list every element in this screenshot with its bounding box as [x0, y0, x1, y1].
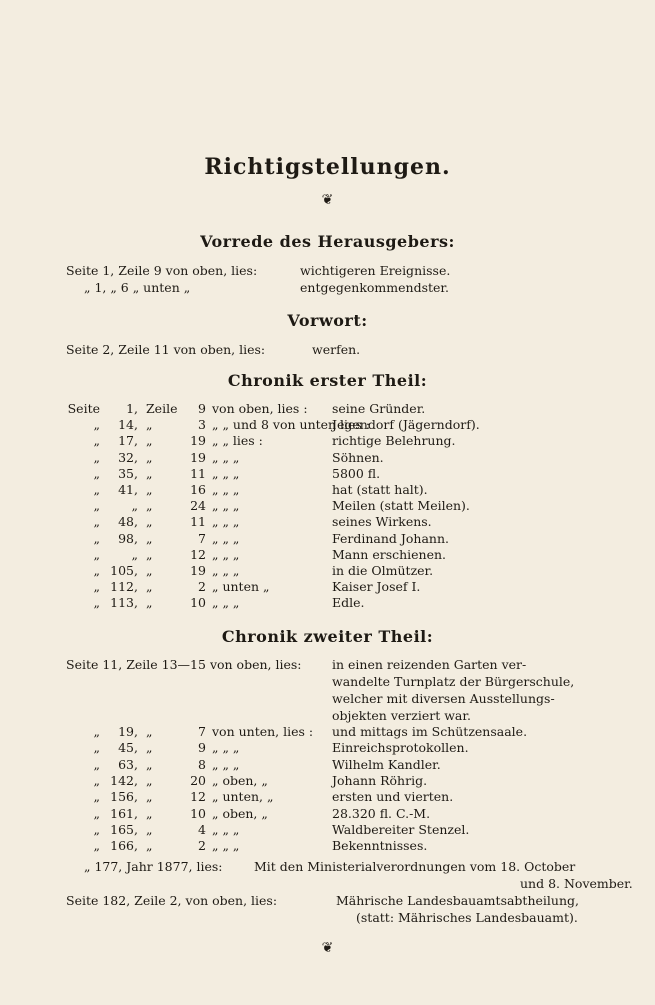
row-d: „ oben, „: [212, 772, 268, 788]
row-z: „: [146, 530, 153, 546]
heading-chronik-1: Chronik erster Theil:: [227, 371, 428, 390]
row-d: „ unten „: [212, 579, 270, 595]
row-t: Söhnen.: [332, 449, 384, 465]
row-p: 165,: [110, 821, 138, 837]
row-a: „: [93, 579, 100, 595]
row-p: 14,: [118, 417, 138, 433]
row-t: Bekenntnisses.: [332, 838, 428, 854]
row-a: „: [93, 838, 100, 854]
errata-row: [0, 594, 655, 611]
row-a: „: [93, 482, 100, 497]
row-p: 112,: [110, 579, 138, 595]
row-d: „ „ „: [212, 530, 240, 546]
vorrede-line: [0, 262, 655, 279]
row-z: „: [146, 740, 153, 756]
row-l: 2: [198, 838, 206, 854]
row-t: Ferdinand Johann.: [332, 530, 450, 546]
line-correction: entgegenkommendster.: [300, 280, 449, 295]
row-l: 4: [198, 821, 206, 837]
row-p: 156,: [110, 789, 138, 805]
row-l: 19: [190, 449, 206, 465]
errata-row: [0, 756, 655, 773]
row-l: 7: [198, 530, 206, 546]
row-z: „: [146, 465, 153, 481]
row-l: 24: [190, 498, 206, 514]
row-a: „: [93, 498, 100, 514]
errata-row: [0, 723, 655, 740]
row-t: 5800 fl.: [332, 465, 381, 481]
row-z: „: [146, 724, 153, 739]
row-a: „: [93, 740, 100, 756]
row-d: „ „ und 8 von unten lies :: [212, 417, 371, 433]
line-correction: wichtigeren Ereignisse.: [300, 263, 451, 278]
row-l: 12: [190, 789, 206, 805]
page-title: Richtigstellungen.: [204, 154, 451, 180]
row-d: „ „ „: [212, 740, 240, 756]
row-a: „: [93, 465, 100, 481]
line-correction: objekten verziert war.: [332, 708, 471, 723]
errata-row: [0, 821, 655, 838]
row-p: 98,: [118, 530, 138, 546]
line-correction: wandelte Turnplatz der Bürgerschule,: [332, 674, 575, 689]
row-a: „: [93, 756, 100, 772]
line-correction: in einen reizenden Garten ver-: [332, 657, 527, 672]
row-a: „: [93, 789, 100, 805]
row-l: 10: [190, 805, 206, 821]
row-z: „: [146, 789, 153, 805]
vorrede-line: [0, 279, 655, 296]
row-a: „: [93, 595, 100, 611]
errata-row: [0, 546, 655, 563]
errata-row: [0, 432, 655, 449]
row-a: „: [93, 417, 100, 433]
row-a: „: [93, 772, 100, 788]
errata-row: [0, 481, 655, 498]
chronik2-last-cont: [0, 909, 655, 926]
row-d: „ „ lies :: [212, 433, 263, 449]
heading-chronik-2: Chronik zweiter Theil:: [221, 627, 434, 646]
row-t: hat (statt halt).: [332, 482, 428, 497]
row-a: „: [93, 530, 100, 546]
row-p: 48,: [118, 514, 138, 530]
row-l: 9: [198, 740, 206, 756]
fleuron-ornament-top: ❦: [321, 192, 334, 208]
row-d: „ „ „: [212, 546, 240, 562]
line-ref: Seite 1, Zeile 9 von oben, lies:: [66, 263, 258, 278]
errata-row: [0, 400, 655, 417]
errata-row: [0, 497, 655, 514]
row-z: „: [146, 514, 153, 530]
row-z: „: [146, 546, 153, 562]
vorwort-line: [0, 341, 655, 358]
row-p: „: [131, 498, 138, 514]
row-t: Waldbereiter Stenzel.: [332, 821, 470, 837]
row-p: 1,: [126, 401, 138, 416]
row-z: „: [146, 821, 153, 837]
row-d: „ „ „: [212, 756, 240, 772]
row-t: ersten und vierten.: [332, 789, 454, 805]
row-l: 12: [190, 546, 206, 562]
line-correction: (statt: Mährisches Landesbauamt).: [356, 910, 578, 925]
row-z: „: [146, 498, 153, 514]
row-l: 19: [190, 433, 206, 449]
errata-row: [0, 788, 655, 805]
chronik2-jahr-cont: [0, 875, 655, 892]
heading-vorwort: Vorwort:: [287, 311, 368, 330]
row-l: 11: [190, 465, 206, 481]
row-a: „: [93, 514, 100, 530]
row-l: 16: [190, 482, 206, 497]
row-p: 166,: [110, 838, 138, 854]
row-d: „ „ „: [212, 482, 240, 497]
row-l: 2: [198, 579, 206, 595]
line-correction: Mährische Landesbauamtsabtheilung,: [336, 893, 579, 908]
row-a: „: [93, 821, 100, 837]
errata-row: [0, 578, 655, 595]
row-p: 32,: [118, 449, 138, 465]
row-a: „: [93, 546, 100, 562]
row-z: „: [146, 417, 153, 433]
row-d: „ „ „: [212, 563, 240, 578]
row-a: Seite: [67, 401, 100, 416]
row-d: von oben, lies :: [212, 401, 308, 416]
row-d: von unten, lies :: [212, 724, 314, 739]
row-d: „ „ „: [212, 838, 240, 854]
row-d: „ unten, „: [212, 789, 274, 805]
errata-row: [0, 562, 655, 579]
row-z: „: [146, 449, 153, 465]
errata-row: [0, 530, 655, 547]
row-a: „: [93, 449, 100, 465]
chronik2-cont-line: [0, 690, 655, 707]
row-t: und mittags im Schützensaale.: [332, 724, 528, 739]
errata-row: [0, 465, 655, 482]
row-l: 10: [190, 595, 206, 611]
row-p: 45,: [118, 740, 138, 756]
row-z: Zeile: [146, 401, 178, 416]
row-p: 19,: [118, 724, 138, 739]
errata-row: [0, 739, 655, 756]
chronik2-jahr-line: [0, 858, 655, 875]
row-t: seines Wirkens.: [332, 514, 432, 530]
row-l: 9: [198, 401, 206, 416]
row-t: Jegendorf (Jägerndorf).: [332, 417, 480, 433]
errata-row: [0, 805, 655, 822]
row-t: richtige Belehrung.: [332, 433, 456, 449]
row-l: 7: [198, 724, 206, 739]
row-a: „: [93, 433, 100, 449]
row-z: „: [146, 595, 153, 611]
line-correction: Mit den Ministerialverordnungen vom 18. October: [254, 859, 576, 874]
row-d: „ „ „: [212, 595, 240, 611]
row-z: „: [146, 579, 153, 595]
chronik2-last-line: [0, 892, 655, 909]
line-correction: und 8. November.: [520, 876, 633, 891]
row-l: 19: [190, 563, 206, 578]
line-ref: „ 1, „ 6 „ unten „: [84, 280, 191, 295]
row-t: Edle.: [332, 595, 365, 611]
heading-vorrede: Vorrede des Herausgebers:: [200, 232, 455, 251]
row-z: „: [146, 482, 153, 497]
row-t: seine Gründer.: [332, 401, 426, 416]
row-t: Kaiser Josef I.: [332, 579, 421, 595]
row-t: Meilen (statt Meilen).: [332, 498, 470, 514]
row-l: 8: [198, 756, 206, 772]
row-a: „: [93, 724, 100, 739]
row-p: 17,: [118, 433, 138, 449]
row-p: „: [131, 546, 138, 562]
row-z: „: [146, 756, 153, 772]
row-d: „ „ „: [212, 498, 240, 514]
row-p: 35,: [118, 465, 138, 481]
row-l: 3: [198, 417, 206, 433]
row-p: 105,: [110, 563, 138, 578]
errata-row: [0, 837, 655, 854]
row-p: 63,: [118, 756, 138, 772]
row-t: Wilhelm Kandler.: [332, 756, 441, 772]
row-z: „: [146, 563, 153, 578]
row-a: „: [93, 563, 100, 578]
chronik2-cont-line: [0, 673, 655, 690]
row-z: „: [146, 838, 153, 854]
row-z: „: [146, 772, 153, 788]
row-z: „: [146, 433, 153, 449]
row-l: 20: [190, 772, 206, 788]
line-correction: werfen.: [312, 342, 361, 357]
row-t: in die Olmützer.: [332, 563, 434, 578]
row-t: Einreichsprotokollen.: [332, 740, 469, 756]
chronik2-cont-line: [0, 707, 655, 724]
row-p: 161,: [110, 805, 138, 821]
row-d: „ „ „: [212, 465, 240, 481]
errata-row: [0, 772, 655, 789]
row-d: „ oben, „: [212, 805, 268, 821]
chronik2-first-line: [0, 656, 655, 673]
line-ref: Seite 182, Zeile 2, von oben, lies:: [66, 893, 278, 908]
row-d: „ „ „: [212, 821, 240, 837]
fleuron-ornament-bottom: ❦: [321, 940, 334, 956]
row-t: Mann erschienen.: [332, 546, 447, 562]
row-z: „: [146, 805, 153, 821]
errata-row: [0, 449, 655, 466]
line-correction: welcher mit diversen Ausstellungs-: [332, 691, 555, 706]
errata-row: [0, 513, 655, 530]
row-a: „: [93, 805, 100, 821]
row-d: „ „ „: [212, 514, 240, 530]
row-t: 28.320 fl. C.-M.: [332, 805, 431, 821]
line-ref: Seite 2, Zeile 11 von oben, lies:: [66, 342, 266, 357]
row-l: 11: [190, 514, 206, 530]
row-p: 142,: [110, 772, 138, 788]
row-t: Johann Röhrig.: [332, 772, 428, 788]
row-p: 41,: [118, 482, 138, 497]
row-d: „ „ „: [212, 449, 240, 465]
row-p: 113,: [110, 595, 138, 611]
errata-row: [0, 416, 655, 433]
line-ref: Seite 11, Zeile 13—15 von oben, lies:: [66, 657, 302, 672]
line-ref: „ 177, Jahr 1877, lies:: [84, 859, 223, 874]
